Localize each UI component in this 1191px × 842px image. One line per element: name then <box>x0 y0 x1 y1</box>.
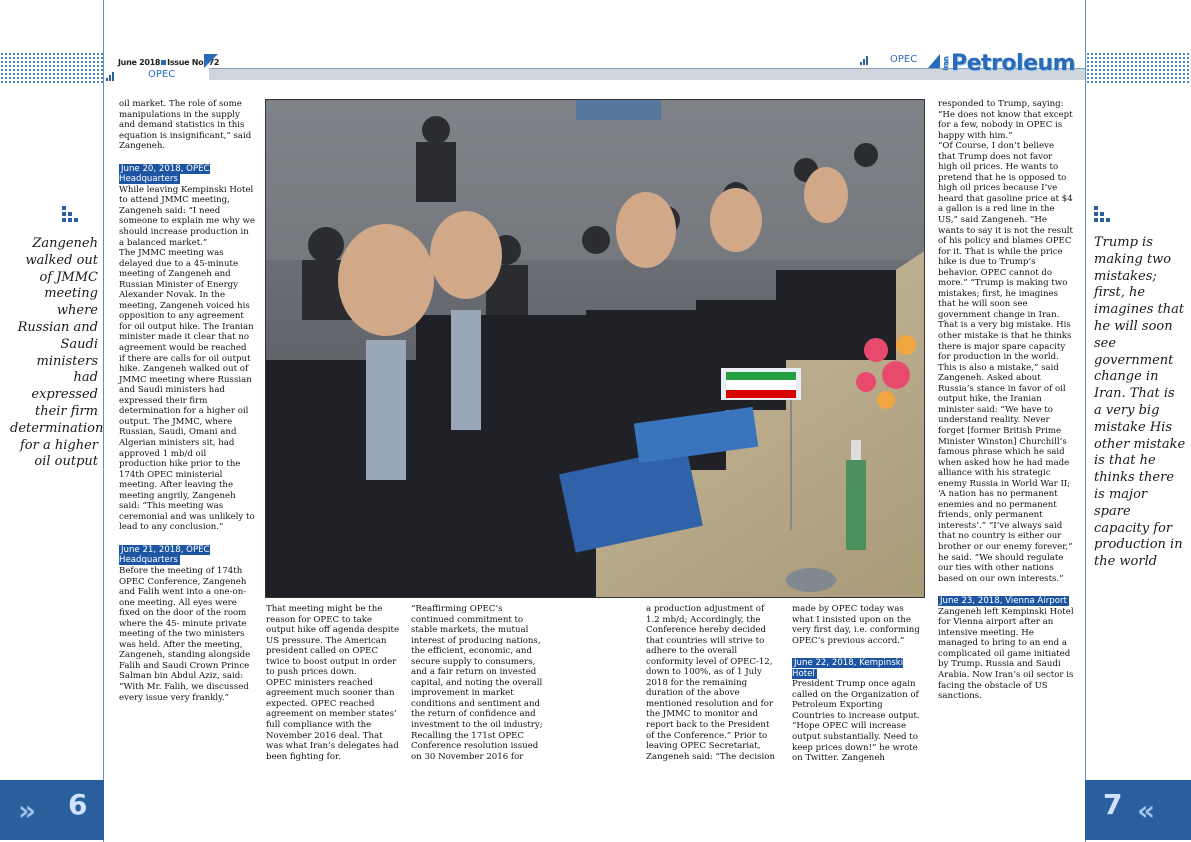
dot-pattern <box>1086 68 1191 84</box>
dateline: June 22, 2018, Kempinski Hotel <box>792 658 904 679</box>
paragraph: While leaving Kempinski Hotel to attend JMMC meeting, Zangeneh said: “I need someone to explain me why we should increase production in a balanced market.” <box>119 184 255 248</box>
paragraph: oil market. The role of some manipulations in the supply and demand statistics in this equation is insignificant,” said Zangeneh. <box>119 99 252 152</box>
pull-quote-left: Zangeneh walked out of JMMC meeting where Russian and Saudi ministers had expressed their firm determination for a higher oil output <box>10 236 104 470</box>
paragraph: “Hope OPEC will increase output substantially. Need to keep prices down!” he wrote on Twitter. Zangeneh <box>792 721 918 764</box>
article-column-5 <box>792 604 926 764</box>
pull-quote-right: Trump is making two mistakes; first, he imagines that he will soon see government change in Iran. That is a very big mistake His other mistake is that he thinks there is major spare capacity for production in the world <box>1094 235 1186 570</box>
page-header <box>104 51 1085 84</box>
quote-grid-icon <box>1094 206 1110 222</box>
paragraph: a production adjustment of 1.2 mb/d; Accordingly, the Conference hereby decided that countries will strive to adhere to the overall conformity level of OPEC-12, down to 100%, as of 1 July 2018 for the remaining duration of the above mentioned resolution and for the JMMC to monitor and report back to the President of the Conference.” Prior to leaving OPEC Secretariat, Zangeneh said: “The decision <box>646 604 776 762</box>
bars-icon <box>106 72 114 81</box>
magazine-logo <box>942 51 1075 76</box>
page-number-left: 6 <box>68 788 88 821</box>
quote-grid-icon <box>62 206 78 222</box>
page-number-right: 7 <box>1103 788 1123 821</box>
chevron-right-icon: » <box>18 794 29 827</box>
dot-pattern <box>0 68 104 84</box>
page-number-box-left <box>0 780 104 840</box>
corner-triangle-icon <box>928 54 940 68</box>
chevron-left-icon: « <box>1137 794 1148 827</box>
article-column-6 <box>938 99 1074 702</box>
dateline: June 23, 2018, Vienna Airport <box>940 596 1067 607</box>
dateline: June 21, 2018, OPEC Headquarters <box>119 544 210 566</box>
issue-date: June 2018 <box>118 58 161 67</box>
issue-number: Issue No. 72 <box>167 58 220 67</box>
meeting-photo <box>265 99 925 598</box>
square-bullet-icon <box>161 60 166 65</box>
paragraph: Zangeneh left Kempinski Hotel for Vienna airport after an intensive meeting. He managed to bring to an end a complicated oil game initiated by Trump. Russia and Saudi Arabia. Now Iran’s oil sector is facing the obstacle of US sanctions. <box>938 606 1074 702</box>
dot-pattern <box>0 52 104 68</box>
paragraph: made by OPEC today was what I insisted upon on the very first day, i.e. conforming OPEC’s previous accord.” <box>792 604 920 646</box>
paragraph: Recalling the 171st OPEC Conference resolution issued on 30 November 2016 for <box>411 730 539 762</box>
logo-text: Petroleum <box>951 51 1076 76</box>
article-column-1 <box>119 99 255 703</box>
paragraph: That meeting might be the reason for OPEC to take output hike off agenda despite US pressure. The American president called on OPEC twice to boost output in order to push prices down. <box>266 604 400 678</box>
article-column-3 <box>411 604 545 762</box>
paragraph: OPEC ministers reached agreement much sooner than expected. OPEC reached agreement on member states’ full compliance with the November 2016 deal. That was what Iran’s delegates had been fighting for. <box>266 677 399 762</box>
bars-icon <box>860 56 868 65</box>
paragraph: Before the meeting of 174th OPEC Conference, Zangeneh and Falih went into a one-on-one meeting. All eyes were fixed on the door of the room where the 45- minute private meeting of the two ministers was held. After the meeting, Zangeneh, standing alongside Falih and Saudi Crown Prince Salman bin Abdul Aziz, said: “With Mr. Falih, we discussed every issue very frankly.” <box>119 565 251 703</box>
paragraph: President Trump once again called on the Organization of Petroleum Exporting Countries to increase output. <box>792 679 920 721</box>
corner-triangle-icon <box>204 54 218 68</box>
section-label-right: OPEC <box>890 54 918 65</box>
paragraph: “Of Course, I don’t believe that Trump does not favor high oil prices. He wants to pretend that he is opposed to high oil prices because I’ve heard that gasoline price at $4 a gallon is a red line in the US,” said Zangeneh. “He wants to say it is not the result of his policy and blames OPEC for it. That is while the price hike is due to Trump’s behavior. OPEC cannot do more.” “Trump is making two mistakes; first, he imagines that he will soon see government change in Iran. That is a very big mistake. His other mistake is that he thinks there is major spare capacity for production in the world. This is also a mistake,” said Zangeneh. Asked about Russia’s stance in favor of oil output hike, the Iranian minister said: “We have to understand reality. Never forget [former British Prime Minister Winston] Churchill’s famous phrase which he said when asked how he had made alliance with his strategic enemy Russia in World War II; ‘A nation has no permanent enemies and no permanent friends, only permanent interests’.” “I’ve always said that no country is either our brother or our enemy forever,” he said. “We should regulate our ties with other nations based on our own interests.” <box>938 141 1073 584</box>
dateline: June 20, 2018, OPEC Headquarters <box>119 163 210 185</box>
section-label-left: OPEC <box>148 69 176 80</box>
logo-prefix: Iran <box>942 57 950 71</box>
page-number-box-right <box>1085 780 1191 840</box>
paragraph: The JMMC meeting was delayed due to a 45-minute meeting of Zangeneh and Russian Minister of Energy Alexander Novak. In the meeting, Zangeneh voiced his opposition to any agreement for oil output hike. The Iranian minister made it clear that no agreement would be reached if there are calls for oil output hike. Zangeneh walked out of JMMC meeting where Russian and Saudi ministers had expressed their firm determination for a higher oil output. The JMMC, where Russian, Saudi, Omani and Algerian ministers sit, had approved 1 mb/d oil production hike prior to the 174th OPEC ministerial meeting. After leaving the meeting angrily, Zangeneh said: “This meeting was ceremonial and was unlikely to lead to any conclusion.” <box>119 248 255 533</box>
article-column-4 <box>646 604 780 762</box>
dot-pattern <box>1086 52 1191 68</box>
paragraph: “Reaffirming OPEC’s continued commitment to stable markets, the mutual interest of producing nations, the efficient, economic, and secure supply to consumers, and a fair return on invested capital, and noting the overall improvement in market conditions and sentiment and the return of confidence and investment to the oil industry; <box>411 604 543 731</box>
article-column-2 <box>266 604 400 762</box>
paragraph: responded to Trump, saying: “He does not know that except for a few, nobody in OPEC is happy with him.” <box>938 99 1073 141</box>
